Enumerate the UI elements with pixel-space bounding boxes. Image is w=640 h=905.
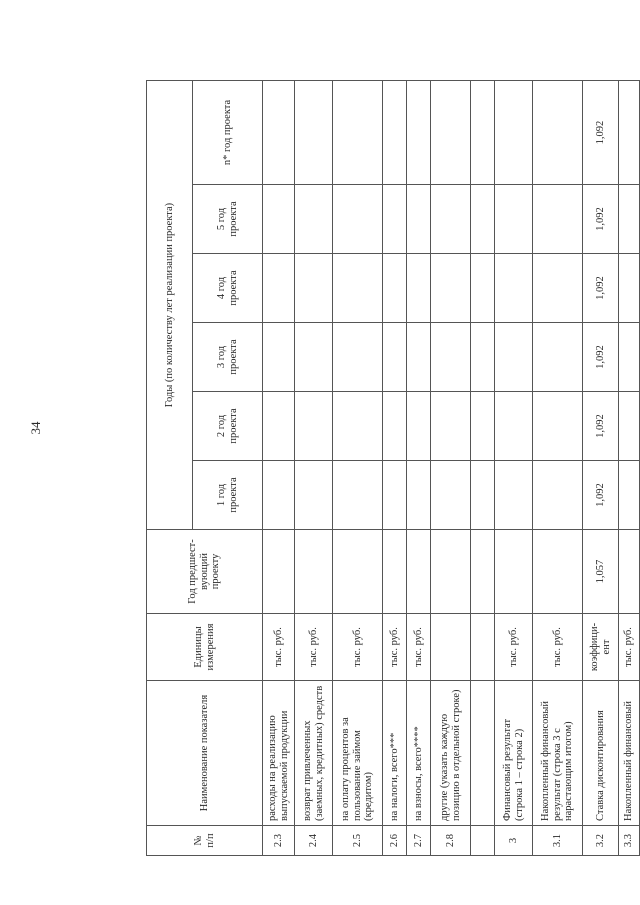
row-y1 — [263, 461, 295, 530]
row-y4 — [295, 254, 333, 323]
row-num: 2.7 — [407, 826, 431, 856]
row-y3 — [383, 323, 407, 392]
row-y3 — [407, 323, 431, 392]
row-y2 — [295, 392, 333, 461]
row-yn — [471, 81, 495, 185]
table-row — [533, 81, 583, 856]
row-y4 — [407, 254, 431, 323]
row-y4 — [533, 254, 583, 323]
row-prev — [533, 530, 583, 614]
row-y4 — [333, 254, 383, 323]
row-y3: 1,092 — [583, 323, 619, 392]
row-num: 3.3 — [619, 826, 640, 856]
row-y2 — [619, 392, 640, 461]
row-y5 — [263, 185, 295, 254]
row-num — [471, 826, 495, 856]
row-num: 3 — [495, 826, 533, 856]
table-row — [619, 81, 640, 856]
row-y1: 1,092 — [583, 461, 619, 530]
row-y1 — [431, 461, 471, 530]
header-num: № п/п — [147, 826, 263, 856]
row-y4 — [383, 254, 407, 323]
row-y1 — [295, 461, 333, 530]
row-prev — [263, 530, 295, 614]
row-y2 — [495, 392, 533, 461]
header-name: Наименование показателя — [147, 681, 263, 826]
row-y5 — [333, 185, 383, 254]
row-name: Ставка дисконтирования — [583, 681, 619, 826]
row-y1 — [471, 461, 495, 530]
row-num: 2.5 — [333, 826, 383, 856]
row-prev — [295, 530, 333, 614]
row-yn — [333, 81, 383, 185]
header-year-1: 1 год проекта — [193, 461, 263, 530]
row-yn — [383, 81, 407, 185]
row-unit: тыс. руб. — [333, 614, 383, 681]
row-yn — [407, 81, 431, 185]
row-y3 — [333, 323, 383, 392]
row-prev — [495, 530, 533, 614]
table-row — [383, 81, 407, 856]
row-y3 — [619, 323, 640, 392]
row-y1 — [383, 461, 407, 530]
row-y2 — [471, 392, 495, 461]
row-y5: 1,092 — [583, 185, 619, 254]
header-unit: Единицы измерения — [147, 614, 263, 681]
header-years-group: Годы (по количеству лет реализации проекта) — [147, 81, 193, 530]
row-yn — [295, 81, 333, 185]
row-y5 — [383, 185, 407, 254]
row-unit: тыс. руб. — [295, 614, 333, 681]
row-y1 — [619, 461, 640, 530]
row-name: Накопленный финансовый — [619, 681, 640, 826]
header-prev-year: Год предшест-вующий проекту — [147, 530, 263, 614]
row-num: 2.8 — [431, 826, 471, 856]
row-prev — [431, 530, 471, 614]
header-year-3: 3 год проекта — [193, 323, 263, 392]
row-y3 — [295, 323, 333, 392]
table-row — [471, 81, 495, 856]
row-name: расходы на реализацию выпускаемой продукции — [263, 681, 295, 826]
header-year-4: 4 год проекта — [193, 254, 263, 323]
row-y5 — [471, 185, 495, 254]
row-y2 — [431, 392, 471, 461]
row-y1 — [407, 461, 431, 530]
rotated-table-wrapper — [146, 81, 635, 856]
row-unit: тыс. руб. — [263, 614, 295, 681]
row-name: возврат привлеченных (заемных, кредитных) средств — [295, 681, 333, 826]
row-y5 — [407, 185, 431, 254]
row-yn — [533, 81, 583, 185]
row-prev — [471, 530, 495, 614]
row-name: другие (указать каждую позицию в отдельной строке) — [431, 681, 471, 826]
row-y3 — [263, 323, 295, 392]
row-unit: коэффици-ент — [583, 614, 619, 681]
row-unit — [471, 614, 495, 681]
row-num: 2.3 — [263, 826, 295, 856]
row-name: на взносы, всего**** — [407, 681, 431, 826]
row-y1 — [533, 461, 583, 530]
header-year-2: 2 год проекта — [193, 392, 263, 461]
table-row — [407, 81, 431, 856]
row-name — [471, 681, 495, 826]
row-unit: тыс. руб. — [407, 614, 431, 681]
row-y4 — [263, 254, 295, 323]
header-year-5: 5 год проекта — [193, 185, 263, 254]
row-y2 — [263, 392, 295, 461]
row-prev — [619, 530, 640, 614]
row-yn — [263, 81, 295, 185]
row-y4 — [431, 254, 471, 323]
page-number: 34 — [28, 421, 43, 435]
row-y2 — [383, 392, 407, 461]
row-y5 — [533, 185, 583, 254]
financial-table — [146, 80, 640, 856]
table-row — [333, 81, 383, 856]
header-year-n: n* год проекта — [193, 81, 263, 185]
row-y4 — [471, 254, 495, 323]
row-y3 — [431, 323, 471, 392]
row-y2 — [333, 392, 383, 461]
row-y2 — [533, 392, 583, 461]
row-prev — [383, 530, 407, 614]
row-unit: тыс. руб. — [383, 614, 407, 681]
row-name: Финансовый результат (строка 1 – строка 2) — [495, 681, 533, 826]
row-y5 — [295, 185, 333, 254]
row-name: на оплату процентов за пользование займом (кредитом) — [333, 681, 383, 826]
row-name: на налоги, всего*** — [383, 681, 407, 826]
row-unit: тыс. руб. — [533, 614, 583, 681]
table-row — [263, 81, 295, 856]
row-prev — [333, 530, 383, 614]
row-y1 — [495, 461, 533, 530]
row-y5 — [431, 185, 471, 254]
row-y5 — [619, 185, 640, 254]
table-row — [431, 81, 471, 856]
header-row-group — [147, 81, 193, 856]
row-num: 2.4 — [295, 826, 333, 856]
table-row — [583, 81, 619, 856]
row-name: Накопленный финансовый результат (строка 3 с нарастающим итогом) — [533, 681, 583, 826]
row-y2: 1,092 — [583, 392, 619, 461]
row-y4 — [495, 254, 533, 323]
row-y4 — [619, 254, 640, 323]
row-unit: тыс. руб. — [619, 614, 640, 681]
row-y3 — [533, 323, 583, 392]
row-y2 — [407, 392, 431, 461]
row-y5 — [495, 185, 533, 254]
row-unit: тыс. руб. — [495, 614, 533, 681]
row-yn — [495, 81, 533, 185]
row-num: 2.6 — [383, 826, 407, 856]
row-y4: 1,092 — [583, 254, 619, 323]
row-prev — [407, 530, 431, 614]
table-row — [295, 81, 333, 856]
row-yn — [431, 81, 471, 185]
row-unit — [431, 614, 471, 681]
row-num: 3.1 — [533, 826, 583, 856]
row-prev: 1,057 — [583, 530, 619, 614]
row-y3 — [495, 323, 533, 392]
table-row — [495, 81, 533, 856]
row-num: 3.2 — [583, 826, 619, 856]
row-y3 — [471, 323, 495, 392]
row-y1 — [333, 461, 383, 530]
row-yn: 1,092 — [583, 81, 619, 185]
row-yn — [619, 81, 640, 185]
